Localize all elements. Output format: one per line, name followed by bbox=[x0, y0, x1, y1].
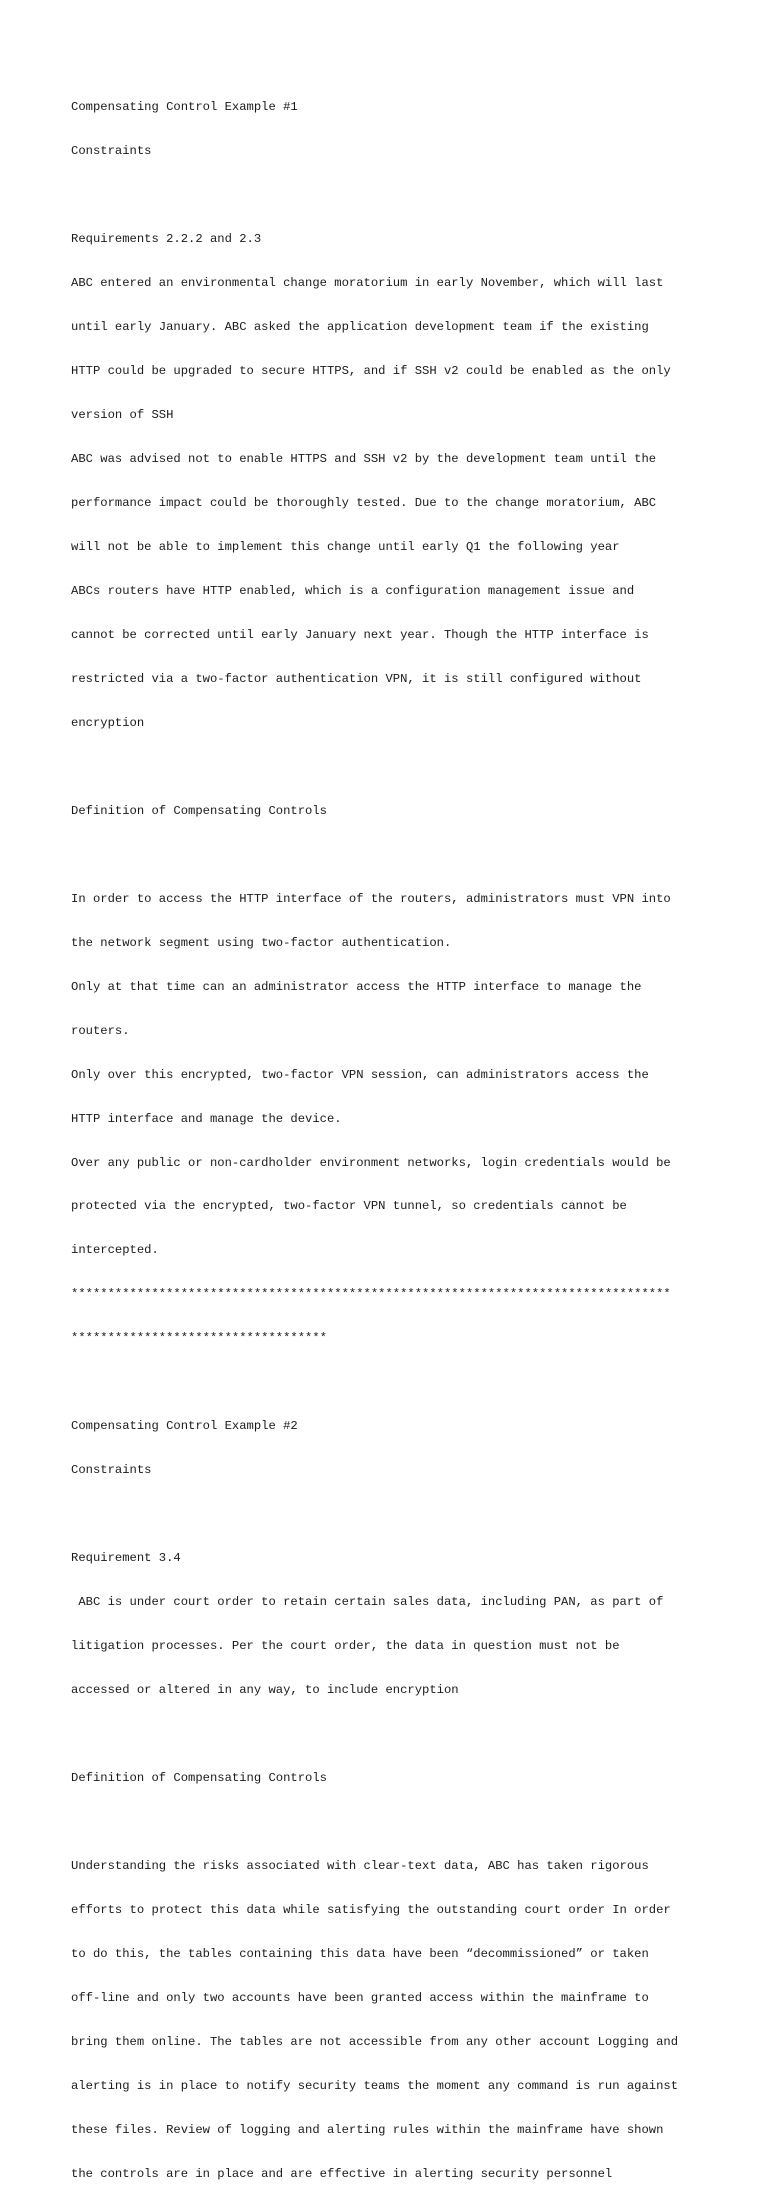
requirement-label: Requirement 3.4 bbox=[71, 1551, 181, 1566]
blank-line bbox=[71, 1375, 711, 1390]
paragraph-line: Understanding the risks associated with clear-text data, ABC has taken rigorous bbox=[71, 1858, 649, 1873]
blank-line bbox=[71, 1727, 711, 1742]
paragraph-line: ABC entered an environmental change moratorium in early November, which will last bbox=[71, 276, 664, 291]
paragraph-line: In order to access the HTTP interface of the routers, administrators must VPN into bbox=[71, 891, 671, 906]
blank-line bbox=[71, 760, 711, 775]
paragraph-line: intercepted. bbox=[71, 1243, 159, 1258]
paragraph-line: the controls are in place and are effective in alerting security personnel bbox=[71, 2166, 613, 2181]
heading-example-2: Compensating Control Example #2 bbox=[71, 1419, 298, 1434]
paragraph-line: performance impact could be thoroughly tested. Due to the change moratorium, ABC bbox=[71, 496, 657, 511]
paragraph-line: Over any public or non-cardholder environment networks, login credentials would be bbox=[71, 1155, 671, 1170]
paragraph-line: routers. bbox=[71, 1023, 130, 1038]
paragraph-line: to do this, the tables containing this data have been “decommissioned” or taken bbox=[71, 1946, 649, 1961]
section-heading: Definition of Compensating Controls bbox=[71, 1771, 327, 1786]
paragraph-line: HTTP interface and manage the device. bbox=[71, 1111, 342, 1126]
requirement-label: Requirements 2.2.2 and 2.3 bbox=[71, 232, 262, 247]
blank-line bbox=[71, 188, 711, 203]
paragraph-line: cannot be corrected until early January next year. Though the HTTP interface is bbox=[71, 627, 649, 642]
paragraph-line: encryption bbox=[71, 715, 145, 730]
paragraph-line: until early January. ABC asked the application development team if the existing bbox=[71, 320, 649, 335]
paragraph-line: restricted via a two-factor authentication VPN, it is still configured without bbox=[71, 671, 642, 686]
paragraph-line: will not be able to implement this change until early Q1 the following year bbox=[71, 539, 620, 554]
paragraph-line: these files. Review of logging and alerting rules within the mainframe have shown bbox=[71, 2122, 664, 2137]
paragraph-line: ABCs routers have HTTP enabled, which is a configuration management issue and bbox=[71, 583, 635, 598]
paragraph-line: Only at that time can an administrator access the HTTP interface to manage the bbox=[71, 979, 642, 994]
paragraph-line: efforts to protect this data while satisfying the outstanding court order In order bbox=[71, 1902, 671, 1917]
heading-example-1: Compensating Control Example #1 bbox=[71, 100, 298, 115]
paragraph-line: Only over this encrypted, two-factor VPN session, can administrators access the bbox=[71, 1067, 649, 1082]
section-heading: Definition of Compensating Controls bbox=[71, 803, 327, 818]
paragraph-line: the network segment using two-factor authentication. bbox=[71, 935, 452, 950]
paragraph-line: bring them online. The tables are not accessible from any other account Logging and bbox=[71, 2034, 679, 2049]
blank-line bbox=[71, 848, 711, 863]
paragraph-line: ABC is under court order to retain certain sales data, including PAN, as part of bbox=[71, 1595, 664, 1610]
paragraph-line: litigation processes. Per the court order, the data in question must not be bbox=[71, 1639, 620, 1654]
paragraph-line: version of SSH bbox=[71, 408, 174, 423]
paragraph-line: ABC was advised not to enable HTTPS and SSH v2 by the development team until the bbox=[71, 452, 657, 467]
separator-line: *********************************** bbox=[71, 1331, 327, 1346]
paragraph-line: HTTP could be upgraded to secure HTTPS, and if SSH v2 could be enabled as the only bbox=[71, 364, 671, 379]
blank-line bbox=[71, 1815, 711, 1830]
paragraph-line: accessed or altered in any way, to include encryption bbox=[71, 1683, 459, 1698]
separator-line: ********************************************************************************** bbox=[71, 1287, 671, 1302]
paragraph-line: off-line and only two accounts have been granted access within the mainframe to bbox=[71, 1990, 649, 2005]
paragraph-line: protected via the encrypted, two-factor VPN tunnel, so credentials cannot be bbox=[71, 1199, 627, 1214]
subheading-constraints: Constraints bbox=[71, 1463, 152, 1478]
subheading-constraints: Constraints bbox=[71, 144, 152, 159]
document-text bbox=[71, 71, 711, 2211]
paragraph-line: alerting is in place to notify security teams the moment any command is run against bbox=[71, 2078, 679, 2093]
blank-line bbox=[71, 1507, 711, 1522]
